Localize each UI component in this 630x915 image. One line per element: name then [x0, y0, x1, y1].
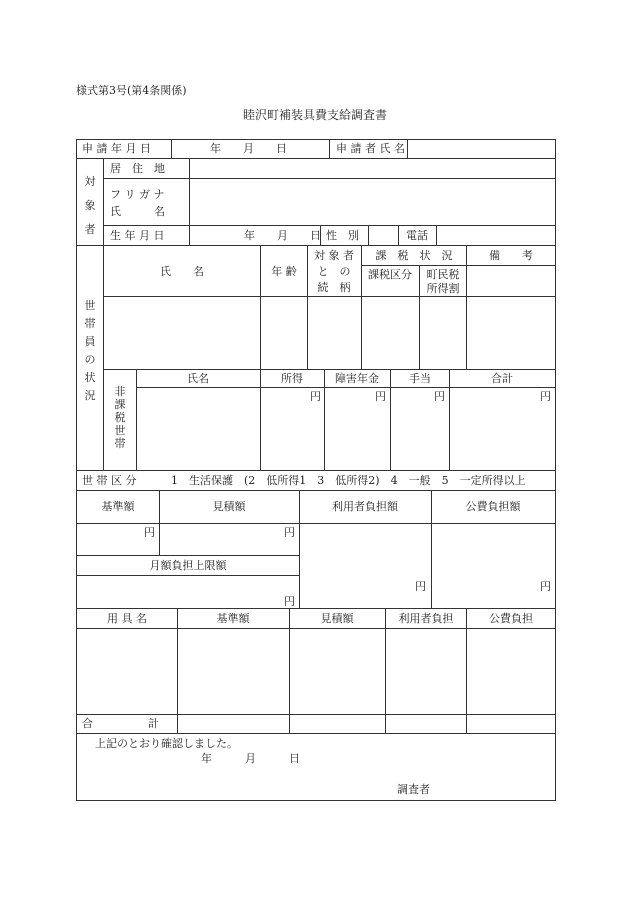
amount-user-burden-header: 利用者負担額 [332, 500, 398, 513]
relation-header-line1: 対 象 者 [314, 249, 354, 262]
household-age-header: 年 齢 [271, 265, 297, 278]
application-date-label: 申 請 年 月 日 [82, 142, 151, 155]
household-section-label: 世 帯 員 の 状 況 [84, 299, 96, 402]
form-title: 睦沢町補装具費支給調査書 [242, 108, 388, 122]
town-tax-header-line2: 所得割 [426, 282, 460, 295]
nt-total-yen: 円 [540, 390, 551, 403]
household-class-options[interactable]: 1 生活保護 (2 低所得1 3 低所得2) 4 一般 5 一定所得以上 [171, 474, 526, 487]
subject-name-field[interactable] [194, 184, 552, 220]
equipment-estimate-header: 見積額 [320, 612, 354, 625]
equipment-user-burden-header: 利用者負担 [398, 612, 454, 625]
tax-status-header: 課 税 状 況 [375, 249, 453, 262]
equipment-public-burden-header: 公費負担 [489, 612, 533, 625]
application-date-field[interactable]: 年 月 日 [210, 142, 287, 155]
subject-name-label: 氏 名 [110, 205, 165, 218]
household-name-header: 氏 名 [160, 265, 204, 278]
phone-label: 電話 [406, 229, 428, 242]
amount-estimate-header: 見積額 [212, 500, 246, 513]
user-burden-yen: 円 [415, 580, 426, 593]
dob-field[interactable]: 年 月 日 [244, 229, 321, 242]
nt-income-yen: 円 [310, 390, 321, 403]
address-label: 居 住 地 [110, 162, 165, 175]
estimate-yen: 円 [284, 526, 295, 539]
equipment-standard-header: 基準額 [216, 612, 250, 625]
equipment-name-header: 用 具 名 [107, 612, 147, 625]
nt-pension-header: 障害年金 [335, 372, 379, 385]
monthly-limit-label: 月額負担上限額 [149, 559, 227, 572]
investigator-label: 調査者 [397, 783, 430, 796]
remarks-header: 備 考 [489, 249, 533, 262]
equipment-total-label: 合 計 [82, 717, 159, 730]
applicant-name-label: 申 請 者 氏 名 [336, 142, 405, 155]
address-field[interactable] [194, 163, 552, 177]
relation-header-line3: 続 柄 [317, 281, 351, 294]
household-class-label: 世 帯 区 分 [82, 474, 137, 487]
amount-public-burden-header: 公費負担額 [465, 500, 521, 513]
nt-pension-yen: 円 [375, 390, 386, 403]
dob-label: 生 年 月 日 [110, 229, 165, 242]
town-tax-header-line1: 町民税 [426, 268, 460, 281]
monthly-limit-yen: 円 [284, 595, 295, 608]
non-taxable-section-label: 非 課 税 世 帯 [114, 385, 126, 450]
tax-class-header: 課税区分 [368, 268, 412, 281]
amount-standard-header: 基準額 [101, 500, 135, 513]
subject-section-label: 対 象 者 [84, 175, 96, 236]
nt-allowance-header: 手当 [409, 372, 431, 385]
applicant-name-field[interactable] [412, 143, 552, 157]
nt-name-header: 氏名 [187, 372, 209, 385]
sex-label: 性 別 [326, 229, 359, 242]
nt-allowance-yen: 円 [434, 390, 445, 403]
furigana-label: フ リ ガ ナ [110, 188, 165, 201]
confirmation-date[interactable]: 年 月 日 [201, 752, 300, 765]
relation-header-line2: と の [317, 265, 351, 278]
public-burden-yen: 円 [540, 580, 551, 593]
nt-total-header: 合計 [491, 372, 513, 385]
standard-yen: 円 [144, 526, 155, 539]
confirmation-statement: 上記のとおり確認しました。 [95, 737, 238, 750]
nt-income-header: 所得 [281, 372, 303, 385]
form-number: 様式第3号(第4条関係) [76, 84, 187, 97]
